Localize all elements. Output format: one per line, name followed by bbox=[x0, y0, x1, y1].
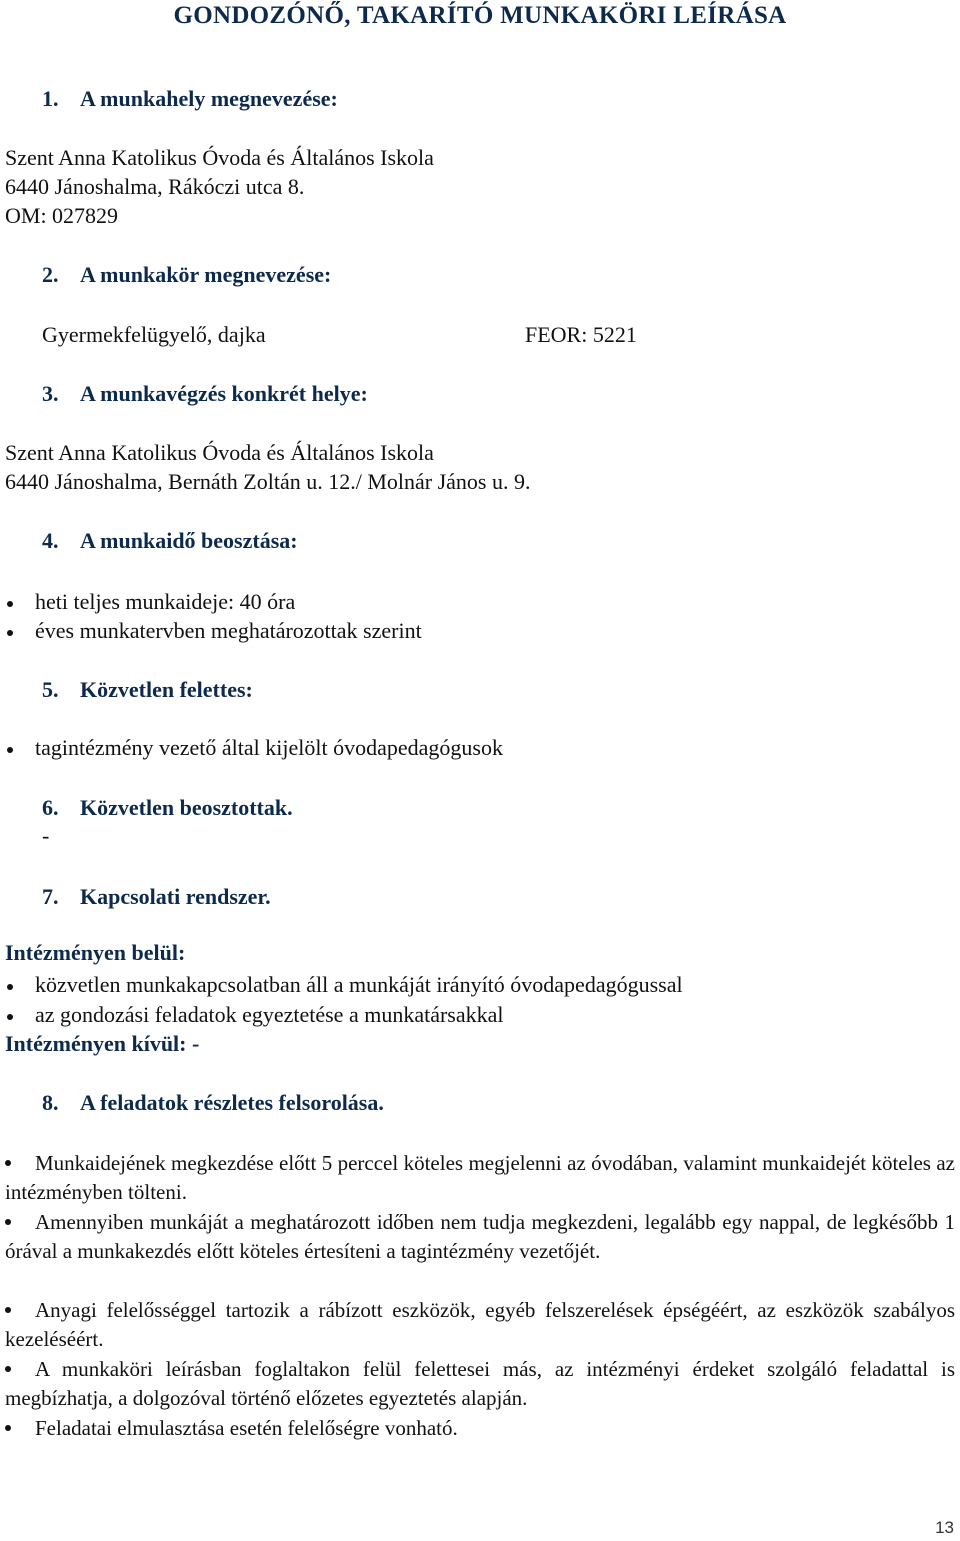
list-item: tagintézmény vezető által kijelölt óvodapedagógusok bbox=[35, 735, 503, 760]
section-title: Közvetlen felettes: bbox=[80, 677, 253, 702]
section-2-heading bbox=[42, 262, 331, 288]
workplace-address: 6440 Jánoshalma, Rákóczi utca 8. bbox=[5, 174, 305, 199]
task-paragraph bbox=[5, 1355, 955, 1413]
section-number: 5. bbox=[42, 677, 59, 702]
section-number: 2. bbox=[42, 262, 59, 287]
list-item: heti teljes munkaideje: 40 óra bbox=[35, 589, 296, 614]
list-item: az gondozási feladatok egyeztetése a munkatársakkal bbox=[35, 1002, 504, 1027]
section-number: 8. bbox=[42, 1090, 59, 1115]
section-title: Kapcsolati rendszer. bbox=[80, 884, 271, 909]
section-title: A feladatok részletes felsorolása. bbox=[80, 1090, 384, 1115]
subordinates-dash: - bbox=[42, 823, 50, 848]
bullet-icon bbox=[7, 601, 13, 607]
bullet-icon bbox=[5, 1307, 11, 1313]
workplace-om: OM: 027829 bbox=[5, 203, 119, 228]
inside-institution-label: Intézményen belül: bbox=[5, 940, 186, 965]
list-item: közvetlen munkakapcsolatban áll a munkáját irányító óvodapedagógussal bbox=[35, 972, 683, 997]
section-number: 6. bbox=[42, 795, 59, 820]
section-number: 3. bbox=[42, 381, 59, 406]
section-3-heading bbox=[42, 381, 368, 407]
section-title: Közvetlen beosztottak. bbox=[80, 795, 293, 820]
section-7-heading bbox=[42, 884, 271, 910]
workplace-name: Szent Anna Katolikus Óvoda és Általános Iskola bbox=[5, 145, 434, 170]
task-paragraph bbox=[5, 1149, 955, 1207]
task-text: Amennyiben munkáját a meghatározott időben nem tudja megkezdeni, legalább egy nappal, de legkésőbb 1 órával a munkakezdés előtt köteles értesíteni a tagintézmény vezetőjét. bbox=[5, 1210, 955, 1263]
section-title: A munkaidő beosztása: bbox=[80, 528, 298, 553]
task-paragraph bbox=[5, 1296, 955, 1354]
bullet-icon bbox=[7, 984, 13, 990]
task-paragraph bbox=[5, 1414, 955, 1443]
section-8-heading bbox=[42, 1090, 384, 1116]
page-number: 13 bbox=[935, 1518, 954, 1537]
bullet-icon bbox=[7, 1014, 13, 1020]
bullet-icon bbox=[5, 1219, 11, 1225]
document-title: GONDOZÓNŐ, TAKARÍTÓ MUNKAKÖRI LEÍRÁSA bbox=[173, 2, 787, 29]
task-text: Feladatai elmulasztása esetén felelőségre vonható. bbox=[35, 1416, 458, 1440]
section-title: A munkavégzés konkrét helye: bbox=[80, 381, 368, 406]
section-4-heading bbox=[42, 528, 298, 554]
task-text: Munkaidejének megkezdése előtt 5 perccel köteles megjelenni az óvodában, valamint munkaidejét köteles az intézményben tölteni. bbox=[5, 1151, 955, 1204]
feor-code: FEOR: 5221 bbox=[525, 322, 637, 347]
task-text: A munkaköri leírásban foglaltakon felül felettesei más, az intézményi érdeket szolgáló feladattal is megbízhatja, a dolgozóval történő előzetes egyeztetés alapján. bbox=[5, 1357, 955, 1410]
work-location-name: Szent Anna Katolikus Óvoda és Általános Iskola bbox=[5, 440, 434, 465]
section-6-heading bbox=[42, 795, 293, 821]
bullet-icon bbox=[5, 1160, 11, 1166]
section-number: 1. bbox=[42, 86, 59, 111]
section-number: 4. bbox=[42, 528, 59, 553]
section-number: 7. bbox=[42, 884, 59, 909]
section-5-heading bbox=[42, 677, 253, 703]
section-1-heading bbox=[42, 86, 338, 112]
work-location-address: 6440 Jánoshalma, Bernáth Zoltán u. 12./ Molnár János u. 9. bbox=[5, 469, 531, 494]
task-paragraph bbox=[5, 1208, 955, 1266]
task-text: Anyagi felelősséggel tartozik a rábízott eszközök, egyéb felszerelések épségéért, az eszközök szabályos kezeléséért. bbox=[5, 1298, 955, 1351]
list-item: éves munkatervben meghatározottak szerint bbox=[35, 618, 422, 643]
bullet-icon bbox=[7, 747, 13, 753]
job-title: Gyermekfelügyelő, dajka bbox=[42, 322, 266, 347]
bullet-icon bbox=[7, 630, 13, 636]
section-title: A munkahely megnevezése: bbox=[80, 86, 338, 111]
outside-institution-label: Intézményen kívül: - bbox=[5, 1031, 200, 1056]
bullet-icon bbox=[5, 1425, 11, 1431]
bullet-icon bbox=[5, 1366, 11, 1372]
section-title: A munkakör megnevezése: bbox=[80, 262, 332, 287]
